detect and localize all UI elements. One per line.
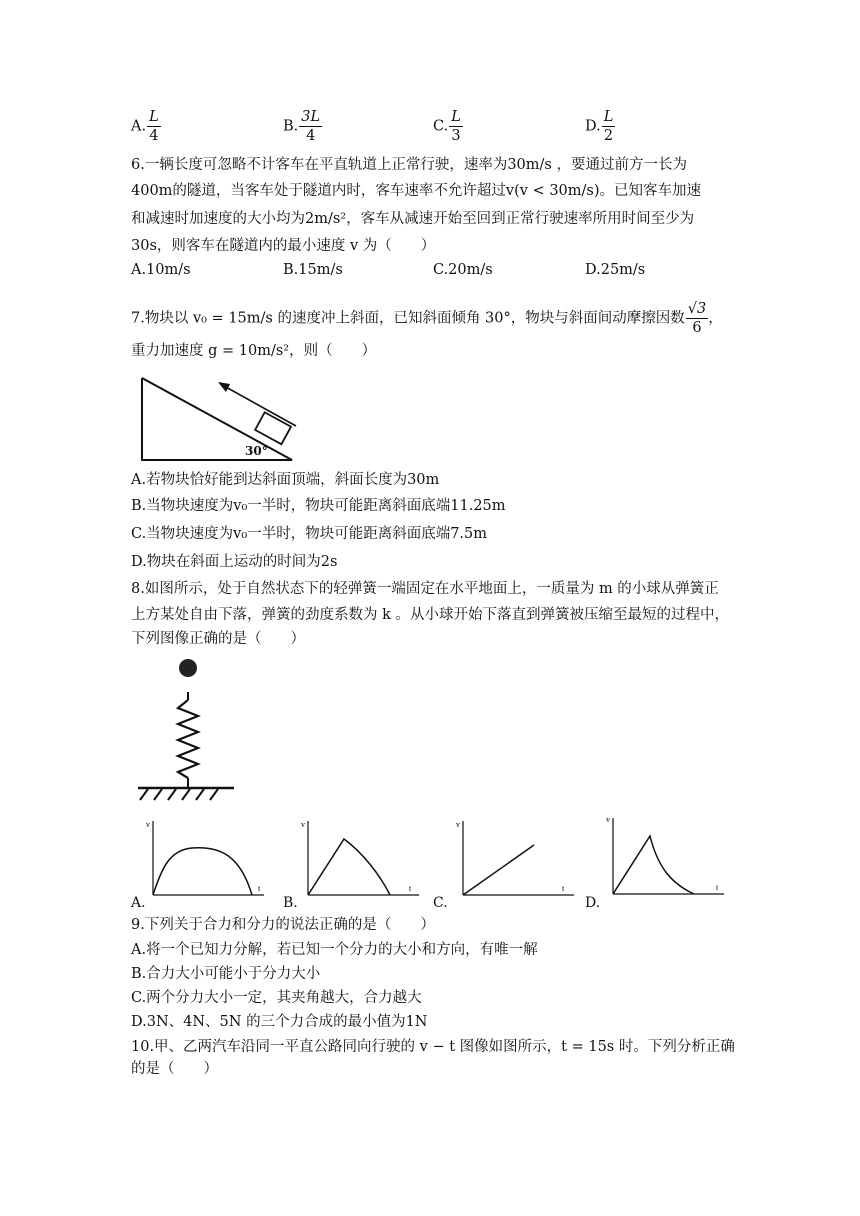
- graph-b-curve: [308, 839, 390, 895]
- graph-b: [295, 815, 423, 901]
- graph-b-t-label: t: [409, 884, 412, 893]
- graph-d: [600, 810, 728, 900]
- q7-option-b: B.当物块速度为v₀一半时，物块可能距离斜面底端11.25m: [131, 498, 506, 514]
- graph-d-curve: [613, 836, 694, 894]
- q6-line-2: 400m的隧道，当客车处于隧道内时，客车速率不允许超过v(v < 30m/s)。已知客车加速: [131, 183, 702, 199]
- q8-line-3: 下列图像正确的是（ ）: [131, 631, 305, 647]
- q9-stem: 9.下列关于合力和分力的说法正确的是（ ）: [131, 917, 435, 933]
- q6-option-a: A.10m/s: [131, 262, 191, 278]
- q7-line-1: 7.物块以 v₀ = 15m/s 的速度冲上斜面，已知斜面倾角 30°，物块与斜面间动摩擦因数 $\frac{√3}{6}$ ，: [131, 301, 723, 336]
- incline-triangle: [142, 378, 292, 460]
- graph-c-t-label: t: [562, 884, 565, 893]
- q7-option-c: C.当物块速度为v₀一半时，物块可能距离斜面底端7.5m: [131, 526, 487, 542]
- ground-hatch: [140, 789, 218, 800]
- graph-a-v-label: v: [146, 820, 150, 829]
- graph-a-curve: [153, 848, 252, 895]
- block: [255, 412, 291, 444]
- angle-label: 30°: [245, 444, 268, 458]
- q6-option-d: D.25m/s: [585, 262, 646, 278]
- graph-a-t-label: t: [258, 884, 261, 893]
- q7-option-a: A.若物块恰好能到达斜面顶端，斜面长度为30m: [131, 472, 440, 488]
- q7-line-2: 重力加速度 g = 10m/s²，则（ ）: [131, 343, 377, 359]
- q5-option-d: D. $\frac{L}{2}$: [585, 109, 614, 144]
- graph-b-v-label: v: [301, 820, 305, 829]
- q6-option-c: C.20m/s: [433, 262, 493, 278]
- q6-line-4: 30s，则客车在隧道内的最小速度 v 为（ ）: [131, 238, 436, 254]
- q10-line-2: 的是（ ）: [131, 1061, 218, 1077]
- graph-c-line: [463, 845, 534, 895]
- graph-d-v-label: v: [606, 815, 610, 824]
- graph-a-tag: A.: [131, 895, 146, 911]
- q5-option-b: B. $\frac{3L}{4}$: [283, 109, 321, 144]
- q9-option-a: A.将一个已知力分解，若已知一个分力的大小和方向，有唯一解: [131, 942, 538, 958]
- q6-option-b: B.15m/s: [283, 262, 343, 278]
- q9-option-b: B.合力大小可能小于分力大小: [131, 966, 321, 982]
- incline-figure: [136, 372, 304, 464]
- q5-option-c: C. $\frac{L}{3}$: [433, 109, 461, 144]
- graph-b-tag: B.: [283, 895, 298, 911]
- ball: [179, 659, 197, 677]
- q5-option-a: A. $\frac{L}{4}$: [131, 109, 159, 144]
- spring-figure: [134, 654, 238, 802]
- q8-line-2: 上方某处自由下落，弹簧的劲度系数为 k 。从小球开始下落直到弹簧被压缩至最短的过程中，: [131, 607, 730, 623]
- spring-coil: [178, 700, 198, 778]
- q6-line-3: 和减速时加速度的大小均为2m/s²，客车从减速开始至回到正常行驶速率所用时间至少为: [131, 211, 695, 227]
- q7-option-d: D.物块在斜面上运动的时间为2s: [131, 554, 338, 570]
- graph-a: [140, 815, 268, 901]
- q9-option-d: D.3N、4N、5N 的三个力合成的最小值为1N: [131, 1014, 428, 1030]
- q6-line-1: 6.一辆长度可忽略不计客车在平直轨道上正常行驶，速率为30m/s ，要通过前方一长为: [131, 157, 687, 173]
- motion-arrow-head: [218, 382, 230, 392]
- graph-c-tag: C.: [433, 895, 448, 911]
- graph-c-v-label: v: [456, 820, 460, 829]
- graph-d-t-label: t: [716, 883, 719, 892]
- graph-d-tag: D.: [585, 895, 601, 911]
- q9-option-c: C.两个分力大小一定，其夹角越大，合力越大: [131, 990, 422, 1006]
- graph-c: [450, 815, 578, 901]
- q10-line-1: 10.甲、乙两汽车沿同一平直公路同向行驶的 v − t 图像如图所示，t = 15s 时。下列分析正确: [131, 1039, 735, 1055]
- q8-line-1: 8.如图所示，处于自然状态下的轻弹簧一端固定在水平地面上，一质量为 m 的小球从弹簧正: [131, 581, 719, 597]
